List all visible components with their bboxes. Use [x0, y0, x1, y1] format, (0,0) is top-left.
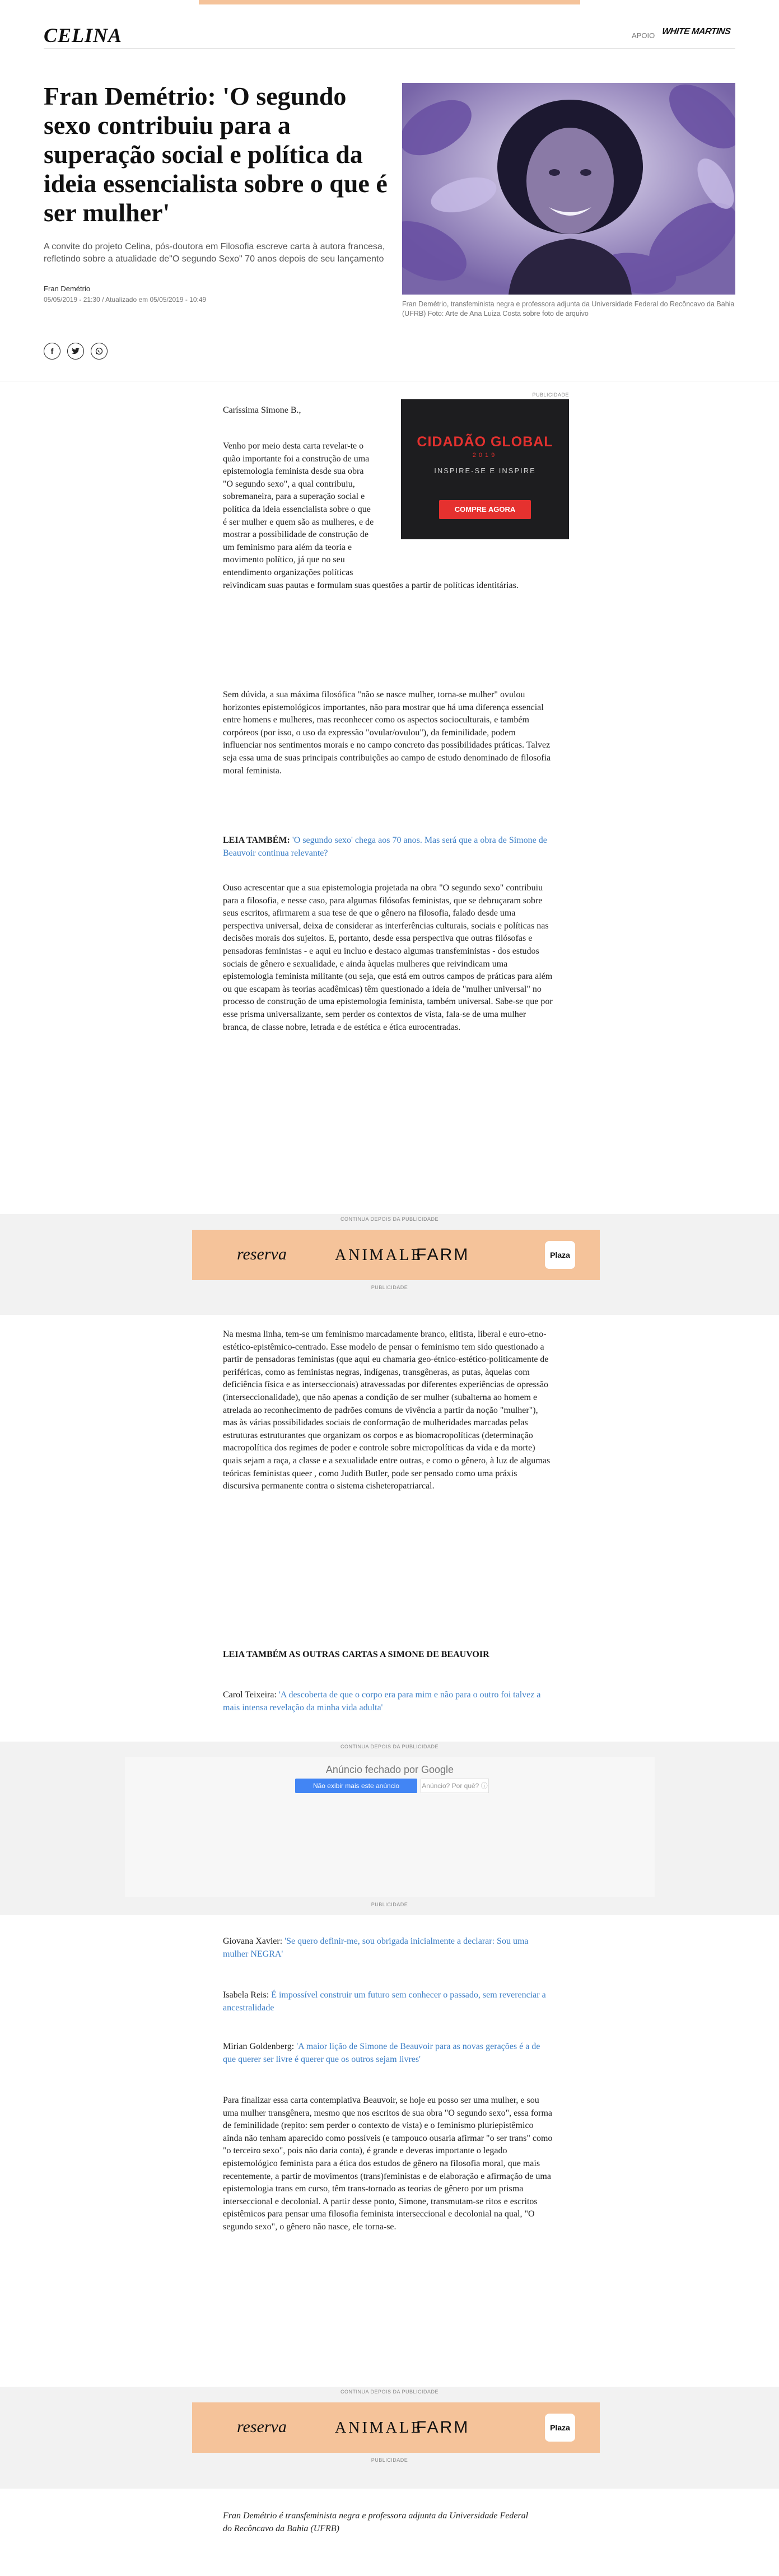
letter-link[interactable]: 'Se quero definir-me, sou obrigada inicialmente a declarar: Sou uma mulher NEGRA' — [223, 1936, 529, 1959]
letter-author: Giovana Xavier: — [223, 1936, 283, 1946]
paragraph-5: Para finalizar essa carta contemplativa Beauvoir, se hoje eu posso ser uma mulher, e sou uma mulher transgênera, mesmo que nos escritos de sua obra "O segundo sexo", essa forma de feminilidade (repito: sem perder o contexto de vista) e o feminismo pluriepistêmico ainda não tenham aparecido como possíveis (e tampouco ousaria afirmar "o ser trans" como "o terceiro sexo", pois não daria conta), é grande e deveras importante o legado epistemológico feminista para a ética dos estudos de gênero na filosofia moral, que mais recentemente, a partir de movimentos (trans)feministas e de elaboração e afirmação de uma epistemologia trans em curso, têm trans-tornado as teorias de gênero por um prisma interseccional e decolonial. A partir desse ponto, Simone, transmutam-se ritos e escritos epistêmicos para pensar uma filosofia feminista interseccional e decolonial na qual, "O segundo sexo", o gênero não nasce, ele torna-se. — [223, 2096, 553, 2232]
continue-label-2: CONTINUA DEPOIS DA PUBLICIDADE — [340, 1744, 439, 1749]
letter-author: Mirian Goldenberg: — [223, 2042, 295, 2051]
site-header — [0, 6, 779, 62]
brand-farm: FARM — [416, 2418, 470, 2437]
share-twitter-button[interactable] — [67, 343, 84, 360]
share-facebook-button[interactable] — [44, 343, 60, 360]
ad-banner-2[interactable] — [192, 2402, 600, 2453]
google-closed-ad — [125, 1757, 655, 1897]
ad-year: 2019 — [472, 452, 498, 459]
hero-image — [402, 83, 735, 295]
brand-plaza: Plaza — [545, 1241, 575, 1269]
ad-float-space — [375, 440, 553, 569]
article-title: Fran Demétrio: 'O segundo sexo contribuiu para a superação social e política da ideia essencialista sobre o que é ser mulher' — [44, 82, 388, 227]
facebook-icon: f — [50, 347, 54, 356]
letter-link[interactable]: É impossível construir um futuro sem conhecer o passado, sem reverenciar a ancestralidade — [223, 1990, 546, 2013]
letter-item — [223, 1935, 553, 1961]
image-caption: Fran Demétrio, transfeminista negra e professora adjunta da Universidade Federal do Recôncavo da Bahia (UFRB) Foto: Arte de Ana Luiza Costa sobre foto de arquivo — [402, 300, 735, 318]
ad-banner-1[interactable] — [192, 1230, 600, 1280]
celina-logo[interactable]: CELINA — [44, 24, 123, 46]
brand-animale: ANIMALE — [335, 1247, 423, 1264]
paragraph-1-wrap — [223, 440, 553, 592]
letter-link[interactable]: 'A maior lição de Simone de Beauvoir para as novas gerações é a de que querer ser livre é querer que os outros sejam livres' — [223, 2042, 540, 2064]
brand-reserva: reserva — [237, 1245, 287, 1263]
brand-animale: ANIMALE — [335, 2419, 423, 2437]
twitter-icon — [72, 348, 80, 354]
letter-author: Isabela Reis: — [223, 1990, 269, 2000]
paragraph-4: Na mesma linha, tem-se um feminismo marcadamente branco, elitista, liberal e euro-etno-estético-epistêmico-centrado. Esse modelo de pensar o feminismo tem sido questionado a partir de pensadoras feministas (que aqui eu chamaria geo-étnico-estético-politicamente de periféricas, como as feministas negras, indígenas, transgêneras, as putas, àquelas com deficiência física e as interseccionais) atravessadas por diferentes experiências de opressão (interseccionalidade), que não apenas a condição de ser mulher (subalterna ao homem e atrelada ao reconhecimento de padrões comuns de vivência a partir da noção "mulher"), mas às várias possibilidades sociais de conformação de mulheridades marcadas pelas estruturas estruturantes que organizam os corpos e as biomacropolíticas (determinação macropolítica dos regimes de poder e controle sobre micropolíticas da vida e da morte) quais sejam a raça, a classe e a sexualidade entre outras, e como o gênero, à luz de algumas teóricas feministas queer , como Judith Butler, pode ser pensado como uma práxis discursiva permanente contra o sistema cisheteropatriarcal. — [223, 1329, 551, 1491]
top-ad-strip[interactable] — [199, 0, 580, 4]
continue-label-3: CONTINUA DEPOIS DA PUBLICIDADE — [340, 2389, 439, 2395]
author-bio: Fran Demétrio é transfeminista negra e professora adjunta da Universidade Federal do Recôncavo da Bahia (UFRB) — [223, 2511, 529, 2533]
ad-closed-text: Anúncio fechado por Google — [325, 1764, 454, 1775]
stop-seeing-ad-button[interactable]: Não exibir mais este anúncio — [295, 1779, 417, 1793]
salutation: Caríssima Simone B., — [223, 405, 301, 415]
ad-label: PUBLICIDADE — [532, 392, 569, 398]
brand-farm: FARM — [416, 1245, 470, 1264]
publicidade-label-1: PUBLICIDADE — [371, 1285, 408, 1290]
letter-item — [223, 1689, 553, 1714]
ad-title: CIDADÃO GLOBAL — [417, 434, 553, 450]
author-byline[interactable]: Fran Demétrio — [44, 284, 91, 293]
paragraph-3: Ouso acrescentar que a sua epistemologia projetada na obra "O segundo sexo" contribuiu para a filosofia, e nesse caso, para algumas filósofas feministas, que se debruçaram sobre seus escritos, afirmarem a sua tese de que o gênero na filosofia, falado desde uma perspectiva universal, deixa de considerar as interferências culturais, sociais e políticas nas decisões morais dos sujeitos. E, portanto, desde essa perspectiva que outras filósofas e pensadoras feministas - e aqui eu incluo e destaco algumas transfeministas - dos estudos sociais de gênero e sexualidade, e ainda àquelas mulheres que reivindicam uma epistemologia feminista militante (ou seja, que está em outros campos de práticas para além ou que escapam às teorias acadêmicas) têm questionado a ideia de "mulher universal" no processo de construção de uma epistemologia feminista, também universal. Sabe-se que por esse prisma universalizante, sem perder os contextos de vista, fala-se de uma mulher branca, de classe nobre, letrada e de estética e ética eurocentradas. — [223, 883, 553, 1032]
letter-link[interactable]: 'A descoberta de que o corpo era para mim e não para o outro foi talvez a mais intensa revelação da minha vida adulta' — [223, 1690, 541, 1712]
whatsapp-icon — [95, 347, 103, 355]
paragraph-1: Venho por meio desta carta revelar-te o quão importante foi a construção de uma epistemologia feminista desde sua obra "O segundo sexo", a qual contribuiu, sobremaneira, para a superação social e política da ideia essencialista sobre o que é ser mulher e quem são as mulheres, e de mostrar a possibilidade de construção de um feminismo para além da teoria e movimento político, já que no seu entendimento organizações políticas reivindicam suas pautas e formulam suas questões a partir de políticas identitárias. — [223, 441, 519, 590]
leia-tambem-label: LEIA TAMBÉM: — [223, 836, 290, 845]
leia-tambem-heading: LEIA TAMBÉM AS OUTRAS CARTAS A SIMONE DE BEAUVOIR — [223, 1650, 489, 1659]
paragraph-2: Sem dúvida, a sua máxima filosófica "não se nasce mulher, torna-se mulher" ovulou horizontes epistemológicos importantes, não para mostrar que há uma diferença essencial entre homens e mulheres, mas reconhecer como os aspectos socioculturais, e também corpóreos (por isso, o uso da expressão "ovular/ovulou"), da feminilidade, podem influenciar nos sentimentos morais e no campo concreto das possibilidades práticas. Talvez seja essa uma de suas principais contribuições ao campo de estudo denominado de filosofia moral feminista. — [223, 690, 551, 776]
letter-item — [223, 2041, 553, 2066]
article-subtitle: A convite do projeto Celina, pós-doutora em Filosofia escreve carta à autora francesa, refletindo sobre a atualidade de"O segundo Sexo" 70 anos depois de seu lançamento — [44, 242, 385, 264]
header-divider — [44, 48, 735, 49]
publish-dates: 05/05/2019 - 21:30 / Atualizado em 05/05/2019 - 10:49 — [44, 296, 207, 304]
share-whatsapp-button[interactable] — [91, 343, 108, 360]
publicidade-label-2: PUBLICIDADE — [371, 1902, 408, 1907]
leia-tambem-link[interactable]: 'O segundo sexo' chega aos 70 anos. Mas será que a obra de Simone de Beauvoir continua relevante? — [223, 836, 547, 858]
publicidade-label-3: PUBLICIDADE — [371, 2457, 408, 2463]
brand-reserva: reserva — [237, 2418, 287, 2436]
why-ad-button[interactable]: Anúncio? Por quê? ⓘ — [421, 1779, 489, 1793]
hero-illustration — [402, 83, 735, 295]
continue-label-1: CONTINUA DEPOIS DA PUBLICIDADE — [340, 1216, 439, 1222]
leia-tambem-1 — [223, 834, 553, 860]
ad-buy-button[interactable]: COMPRE AGORA — [439, 500, 531, 519]
ad-slogan: INSPIRE-SE E INSPIRE — [434, 466, 536, 475]
letter-item — [223, 1989, 553, 2014]
apoio-label: APOIO — [632, 31, 655, 40]
letter-author: Carol Teixeira: — [223, 1690, 277, 1700]
brand-plaza: Plaza — [545, 2414, 575, 2442]
sponsor-logo[interactable]: WHITE MARTINS — [661, 27, 731, 36]
